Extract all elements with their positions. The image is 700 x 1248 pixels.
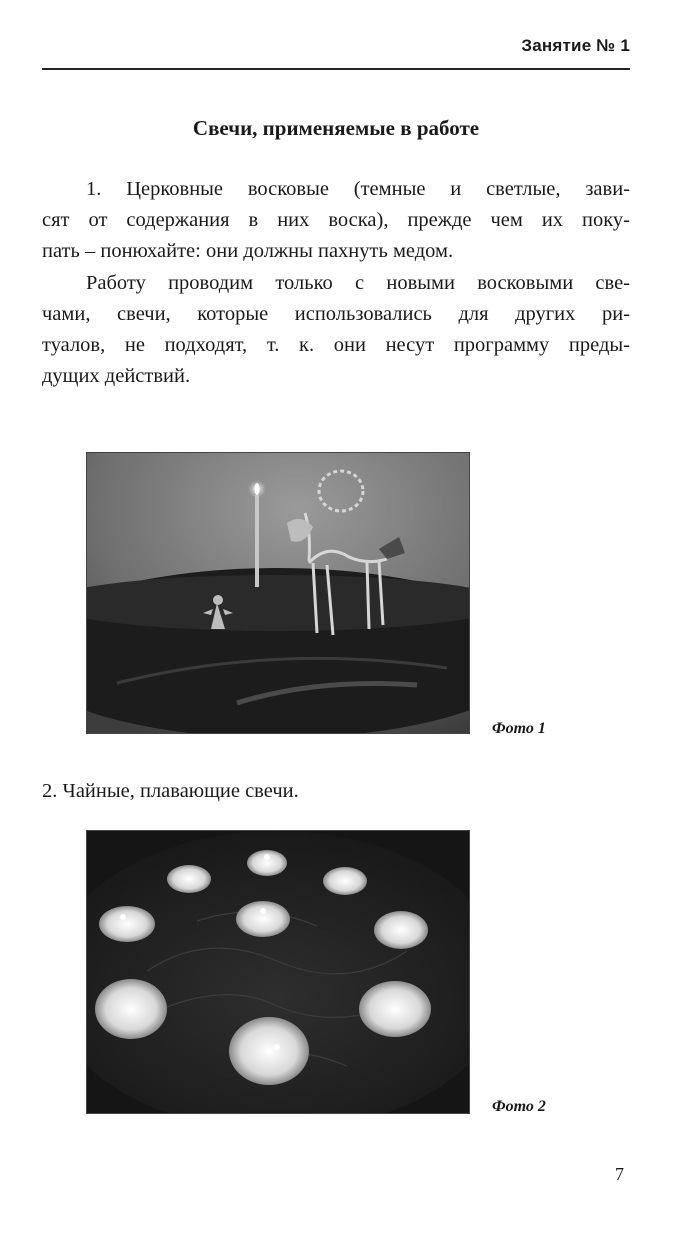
paragraph-church-candles <box>42 174 630 267</box>
paragraph-new-candles <box>42 268 630 392</box>
photo-1-caption: Фото 1 <box>492 720 546 737</box>
paragraph-tea-candles <box>42 776 630 807</box>
photo-2-caption: Фото 2 <box>492 1098 546 1115</box>
photo-tea-light-candles <box>86 830 470 1114</box>
running-head: Занятие № 1 <box>521 36 630 55</box>
text-line: чами, свечи, которые использовались для других ри- <box>42 303 630 325</box>
text-line: дущих действий. <box>42 365 191 387</box>
photo-church-candle-straw-goat <box>86 452 470 734</box>
text-line: Работу проводим только с новыми восковыми све- <box>86 272 630 294</box>
header-divider <box>42 68 630 70</box>
page-number: 7 <box>615 1164 624 1184</box>
text-line: туалов, не подходят, т. к. они несут программу преды- <box>42 334 630 356</box>
section-title: Свечи, применяемые в работе <box>192 116 480 140</box>
text-line: 2. Чайные, плавающие свечи. <box>42 780 299 802</box>
text-line: пать – понюхайте: они должны пахнуть медом. <box>42 240 454 262</box>
text-line: 1. Церковные восковые (темные и светлые, зави- <box>86 178 630 200</box>
text-line: сят от содержания в них воска), прежде чем их поку- <box>42 209 630 231</box>
